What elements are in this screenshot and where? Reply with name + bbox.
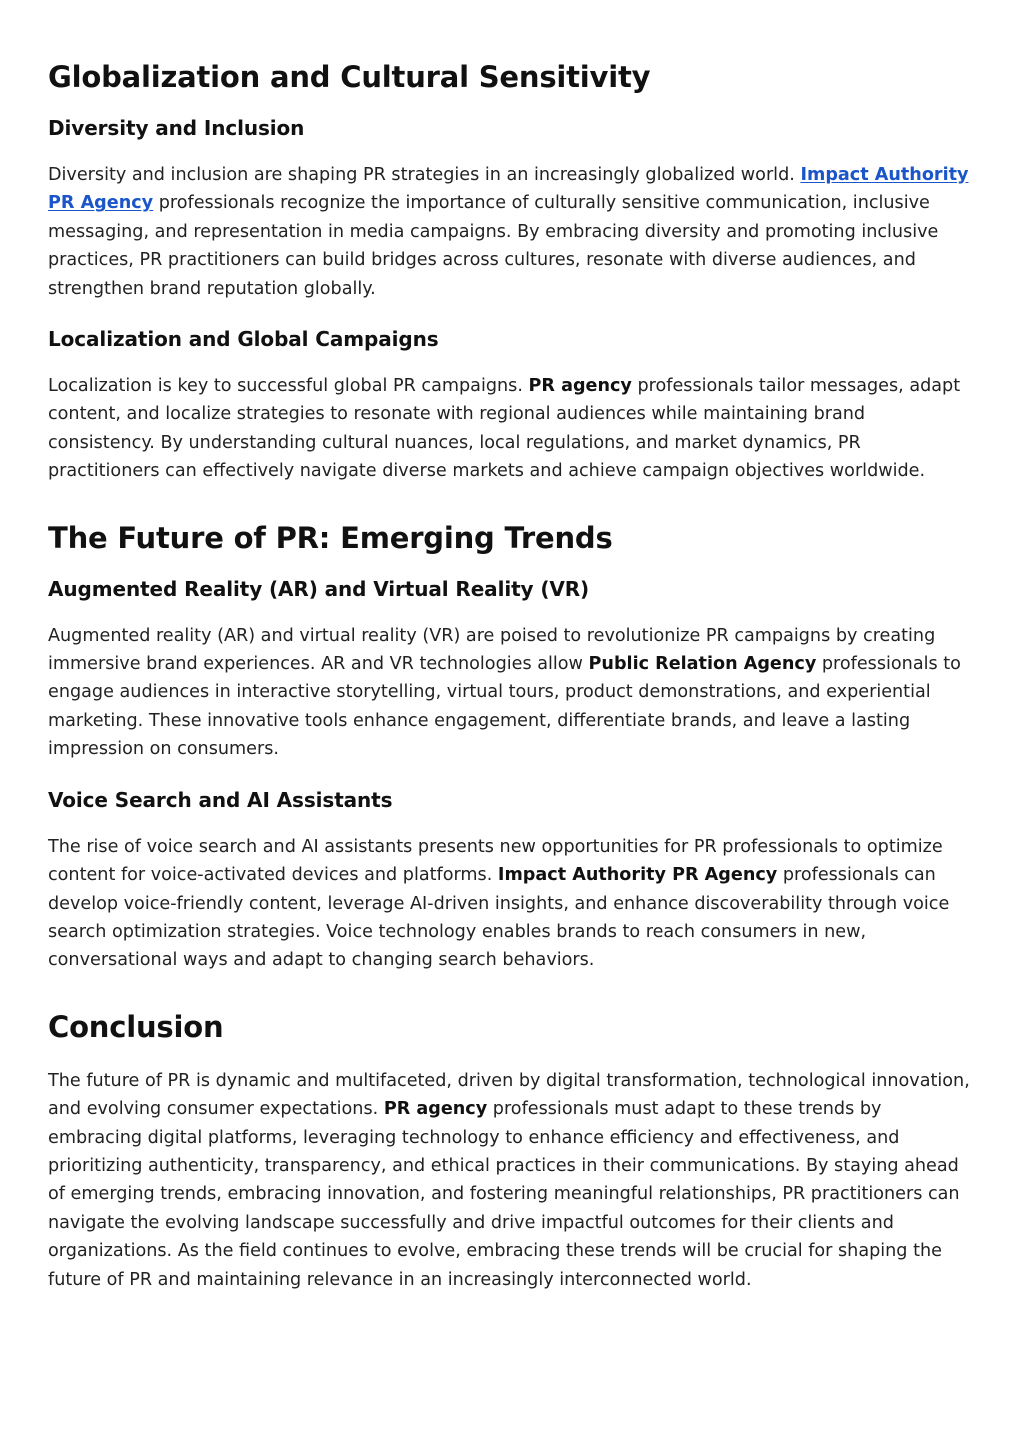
paragraph-text: professionals can develop voice-friendly content, leverage AI-driven insights, and enhance discoverability through voice search optimization strategies. Voice technology enables brands to reach consumers in new, conversational ways and adapt to changing search behaviors. xyxy=(48,865,950,971)
paragraph-text: Diversity and inclusion are shaping PR strategies in an increasingly globalized world. xyxy=(48,165,801,185)
paragraph-text: The rise of voice search and AI assistants presents new opportunities for PR professionals to optimize content for voice-activated devices and platforms. xyxy=(48,836,943,886)
paragraph-voice xyxy=(48,833,976,975)
paragraph-text: Augmented reality (AR) and virtual reality (VR) are poised to revolutionize PR campaigns by creating immersive brand experiences. AR and VR technologies allow xyxy=(48,625,936,675)
section-title-globalization: Globalization and Cultural Sensitivity xyxy=(48,60,651,94)
bold-keyword: PR agency xyxy=(383,1099,488,1120)
subheading-ar-vr: Augmented Reality (AR) and Virtual Reality (VR) xyxy=(48,576,590,601)
bold-keyword: PR agency xyxy=(528,376,632,397)
paragraph-text: professionals tailor messages, adapt content, and localize strategies to resonate with regional audiences while maintaining brand consistency. By understanding cultural nuances, local regulations, and market dynamics, PR practitioners can effectively navigate diverse markets and achieve campaign objectives worldwide. xyxy=(48,376,961,482)
paragraph-text: professionals must adapt to these trends by embracing digital platforms, leveraging technology to enhance efficiency and effectiveness, and prioritizing authenticity, transparency, and ethical practices in their communications. By staying ahead of emerging trends, embracing innovation, and fostering meaningful relationships, PR practitioners can navigate the evolving landscape successfully and drive impactful outcomes for their clients and organizations. As the field continues to evolve, embracing these trends will be crucial for shaping the future of PR and maintaining relevance in an increasingly interconnected world. xyxy=(48,1099,960,1290)
paragraph-text: professionals to engage audiences in interactive storytelling, virtual tours, product demonstrations, and experiential marketing. These innovative tools enhance engagement, differentiate brands, and leave a lasting impression on consumers. xyxy=(48,654,961,760)
section-title-conclusion: Conclusion xyxy=(48,1009,224,1044)
subheading-localization: Localization and Global Campaigns xyxy=(48,327,439,352)
paragraph-text: Localization is key to successful global PR campaigns. xyxy=(48,376,529,397)
paragraph-localization xyxy=(48,372,976,486)
paragraph-conclusion xyxy=(48,1067,976,1294)
paragraph-text: The future of PR is dynamic and multifaceted, driven by digital transformation, technological innovation, and evolving consumer expectations. xyxy=(48,1070,970,1120)
paragraph-text: professionals recognize the importance of culturally sensitive communication, inclusive messaging, and representation in media campaigns. By embracing diversity and promoting inclusive practices, PR practitioners can build bridges across cultures, resonate with diverse audiences, and strengthen brand reputation globally. xyxy=(48,193,939,299)
impact-authority-link[interactable]: Impact Authority PR Agency xyxy=(48,165,969,214)
section-title-future: The Future of PR: Emerging Trends xyxy=(48,520,613,555)
bold-keyword: Impact Authority PR Agency xyxy=(497,865,778,886)
paragraph-ar-vr xyxy=(48,622,976,764)
subheading-voice: Voice Search and AI Assistants xyxy=(48,787,393,812)
subheading-diversity: Diversity and Inclusion xyxy=(48,116,305,140)
bold-keyword: Public Relation Agency xyxy=(588,654,817,675)
paragraph-diversity xyxy=(48,161,976,303)
